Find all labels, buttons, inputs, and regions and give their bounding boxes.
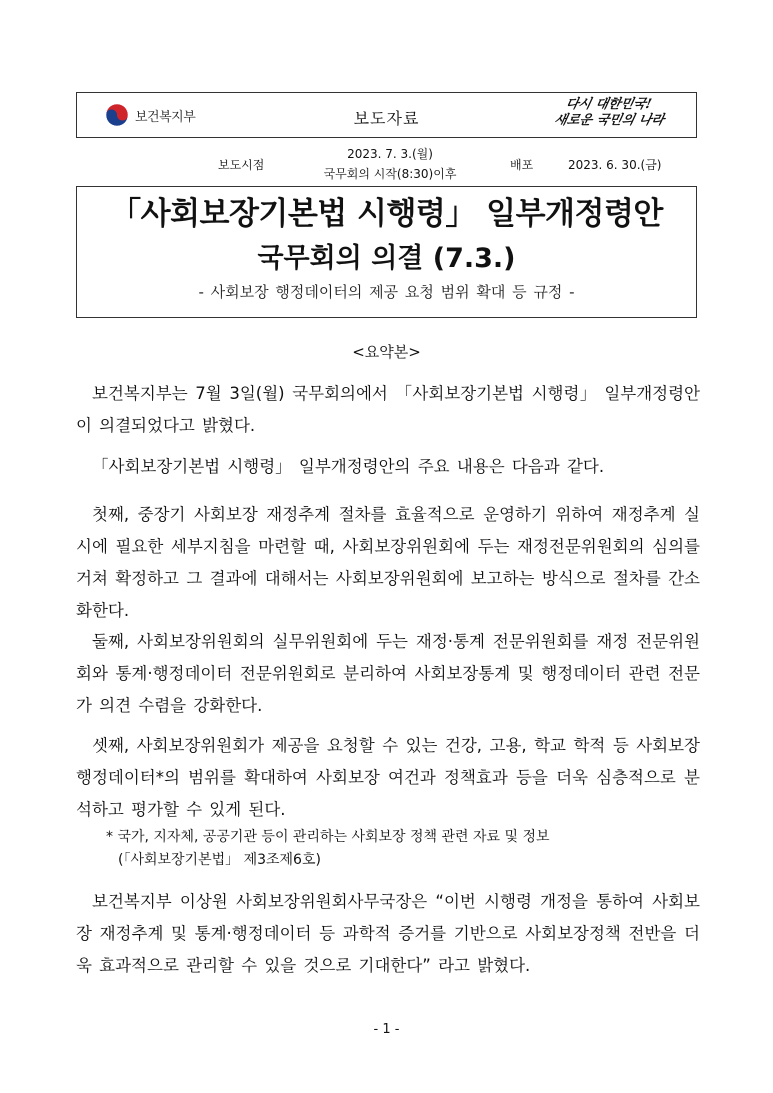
- paragraph-4-text: 둘째, 사회보장위원회의 실무위원회에 두는 재정·통계 전문위원회를 재정 전문위원회와 통계·행정데이터 전문위원회로 분리하여 사회보장통계 및 행정데이터 관련 전문가 의견 수렴을 강화한다.: [76, 632, 700, 715]
- footnote-line2: (「사회보장기본법」 제3조제6호): [118, 852, 321, 868]
- page-number: - 1 -: [373, 1022, 400, 1037]
- slogan: [553, 97, 669, 129]
- header-box: [76, 92, 697, 138]
- paragraph-5: [76, 730, 700, 826]
- slogan-line1: 다시 대한민국!: [564, 97, 654, 112]
- paragraph-6: [76, 886, 700, 982]
- release-time: 국무회의 시작(8:30)이후: [323, 167, 457, 181]
- title-line2: 국무회의 의결 (7.3.): [257, 243, 516, 274]
- distribution-date: 2023. 6. 30.(금): [568, 158, 662, 172]
- paragraph-1-text: 보건복지부는 7월 3일(월) 국무회의에서 「사회보장기본법 시행령」 일부개정령안이 의결되었다고 밝혔다.: [76, 384, 700, 435]
- title-box: [76, 186, 697, 318]
- page-title: 「사회보장기본법 시행령」 일부개정령안: [110, 196, 663, 232]
- paragraph-2: [76, 451, 700, 483]
- paragraph-3: [76, 499, 700, 627]
- paragraph-2-text: 「사회보장기본법 시행령」 일부개정령안의 주요 내용은 다음과 같다.: [92, 457, 605, 476]
- paragraph-1: [76, 378, 700, 442]
- summary-label: <요약본>: [352, 343, 421, 361]
- ministry-name: 보건복지부: [135, 109, 196, 125]
- footnote-line1: * 국가, 지자체, 공공기관 등이 관리하는 사회보장 정책 관련 자료 및 정보: [106, 829, 550, 845]
- paragraph-4: [76, 626, 700, 722]
- release-label: 보도시점: [218, 158, 265, 172]
- footnote: [106, 826, 706, 872]
- subtitle: - 사회보장 행정데이터의 제공 요청 범위 확대 등 규정 -: [198, 283, 575, 301]
- doc-type-label: 보도자료: [353, 109, 420, 128]
- paragraph-6-text: 보건복지부 이상원 사회보장위원회사무국장은 “이번 시행령 개정을 통하여 사회보장 재정추계 및 통계·행정데이터 등 과학적 증거를 기반으로 사회보장정책 전반을 더욱 효과적으로 관리할 수 있을 것으로 기대한다” 라고 밝혔다.: [76, 892, 700, 975]
- paragraph-5-text: 셋째, 사회보장위원회가 제공을 요청할 수 있는 건강, 고용, 학교 학적 등 사회보장 행정데이터*의 범위를 확대하여 사회보장 여건과 정책효과 등을 더욱 심층적으로 분석하고 평가할 수 있게 된다.: [76, 736, 700, 819]
- slogan-line2: 새로운 국민의 나라: [553, 113, 666, 128]
- release-date: 2023. 7. 3.(월): [347, 147, 433, 161]
- distribution-label: 배포: [510, 158, 534, 172]
- paragraph-3-text: 첫째, 중장기 사회보장 재정추계 절차를 효율적으로 운영하기 위하여 재정추계 실시에 필요한 세부지침을 마련할 때, 사회보장위원회에 두는 재정전문위원회의 심의를 거쳐 확정하고 그 결과에 대해서는 사회보장위원회에 보고하는 방식으로 절차를 간소화한다.: [76, 505, 700, 620]
